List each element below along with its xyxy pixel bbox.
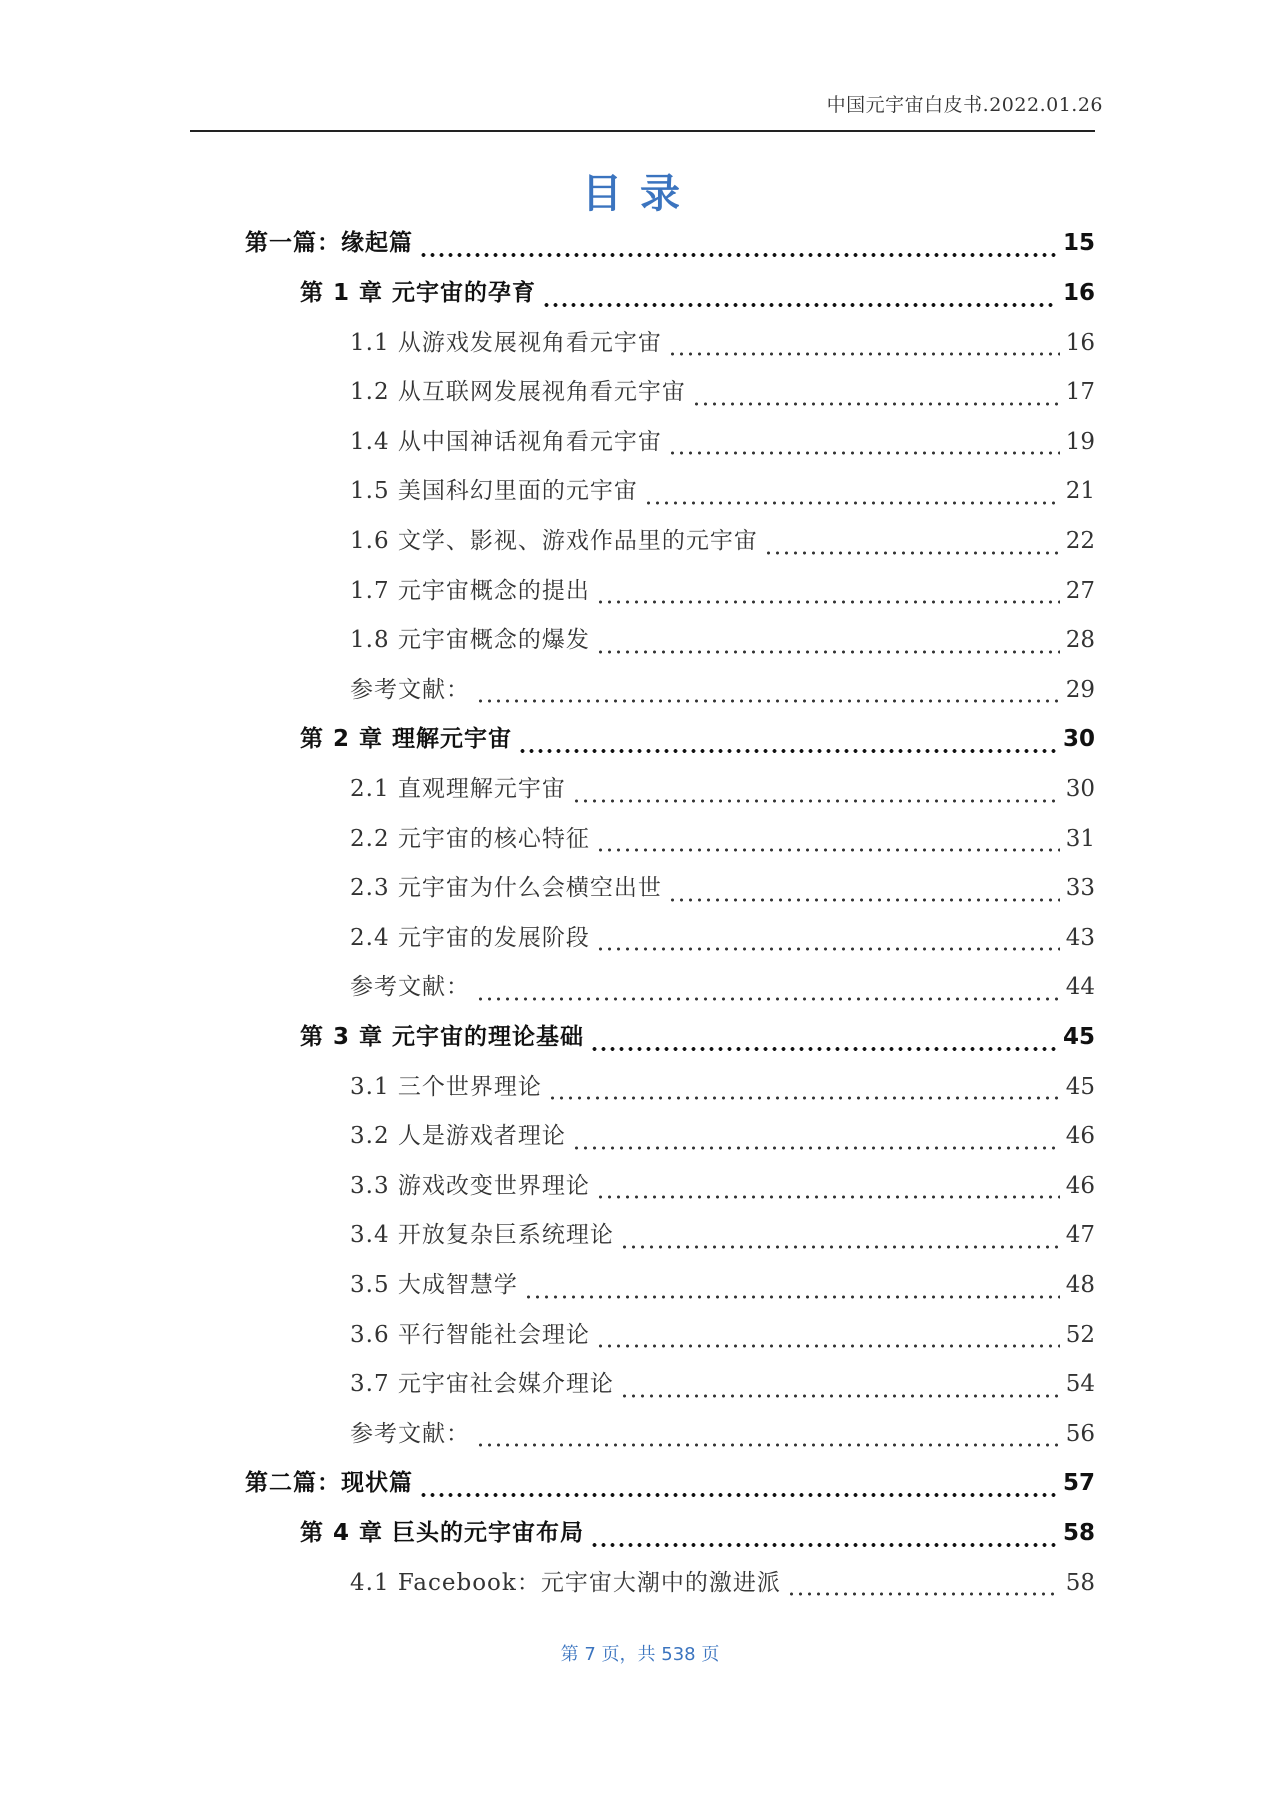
- toc-entry-page-number: 30: [1062, 726, 1095, 753]
- dot-leader: [476, 974, 1060, 1002]
- toc-entry-label: 2.1 直观理解元宇宙: [350, 776, 566, 802]
- toc-entry-section[interactable]: [350, 1557, 1095, 1597]
- toc-entry-label: 2.3 元宇宙为什么会横空出世: [350, 875, 662, 902]
- toc-entry-page-number: 30: [1065, 776, 1095, 802]
- toc-entry-page-number: 48: [1065, 1272, 1095, 1298]
- dot-leader: [620, 1222, 1060, 1250]
- toc-entry-section[interactable]: [350, 615, 1095, 655]
- dot-leader: [668, 428, 1060, 456]
- toc-entry-section[interactable]: [350, 416, 1095, 456]
- toc-entry-section[interactable]: [350, 516, 1095, 556]
- toc-entry-label: 2.2 元宇宙的核心特征: [350, 825, 590, 852]
- toc-entry-section[interactable]: [350, 1210, 1095, 1250]
- toc-entry-label: 第 4 章 巨头的元宇宙布局: [300, 1520, 585, 1546]
- toc-entry-page-number: 46: [1065, 1172, 1095, 1199]
- toc-entry-label: 1.1 从游戏发展视角看元宇宙: [350, 329, 662, 356]
- toc-entry-chapter[interactable]: [300, 268, 1095, 308]
- dot-leader: [668, 329, 1060, 357]
- toc-entry-label: 3.4 开放复杂巨系统理论: [350, 1222, 614, 1249]
- dot-leader: [590, 1024, 1057, 1052]
- toc-entry-page-number: 16: [1065, 329, 1095, 356]
- toc-entry-part[interactable]: [245, 218, 1095, 258]
- toc-entry-label: 1.8 元宇宙概念的爆发: [350, 627, 590, 654]
- dot-leader: [419, 230, 1057, 258]
- toc-entry-page-number: 45: [1062, 1024, 1095, 1050]
- dot-leader: [596, 577, 1060, 605]
- dot-leader: [542, 280, 1057, 308]
- toc-entry-section[interactable]: [350, 962, 1095, 1002]
- toc-entry-label: 1.6 文学、影视、游戏作品里的元宇宙: [350, 528, 758, 554]
- toc-entry-chapter[interactable]: [300, 1012, 1095, 1052]
- dot-leader: [572, 1123, 1060, 1151]
- toc-entry-label: 3.3 游戏改变世界理论: [350, 1172, 590, 1199]
- toc-entry-section[interactable]: [350, 1111, 1095, 1151]
- toc-entry-section[interactable]: [350, 565, 1095, 605]
- toc-entry-page-number: 46: [1065, 1123, 1095, 1150]
- toc-entry-label: 参考文献：: [350, 974, 470, 1001]
- dot-leader: [596, 825, 1060, 853]
- toc-entry-section[interactable]: [350, 863, 1095, 903]
- dot-leader: [476, 676, 1060, 704]
- toc-entry-label: 3.5 大成智慧学: [350, 1272, 518, 1298]
- toc-entry-section[interactable]: [350, 912, 1095, 952]
- dot-leader: [692, 379, 1060, 407]
- toc-entry-section[interactable]: [350, 466, 1095, 506]
- toc-entry-page-number: 58: [1065, 1569, 1095, 1596]
- toc-entry-page-number: 27: [1065, 577, 1095, 604]
- toc-entry-page-number: 44: [1065, 974, 1095, 1001]
- dot-leader: [668, 875, 1060, 903]
- dot-leader: [476, 1420, 1060, 1448]
- toc-entry-label: 第 3 章 元宇宙的理论基础: [300, 1024, 585, 1050]
- toc-entry-section[interactable]: [350, 764, 1095, 804]
- toc-entry-label: 参考文献：: [350, 1420, 470, 1447]
- running-header: 中国元宇宙白皮书.2022.01.26: [826, 94, 1103, 116]
- toc-entry-page-number: 57: [1062, 1470, 1095, 1497]
- toc-entry-label: 4.1 Facebook：元宇宙大潮中的激进派: [350, 1569, 781, 1596]
- toc-entry-section[interactable]: [350, 367, 1095, 407]
- dot-leader: [764, 528, 1060, 556]
- dot-leader: [596, 627, 1060, 655]
- toc-entry-label: 3.1 三个世界理论: [350, 1073, 542, 1100]
- dot-leader: [572, 776, 1060, 804]
- toc-entry-label: 1.5 美国科幻里面的元宇宙: [350, 478, 638, 505]
- toc-entry-page-number: 15: [1062, 230, 1095, 257]
- toc-entry-page-number: 54: [1065, 1371, 1095, 1398]
- toc-entry-section[interactable]: [350, 1309, 1095, 1349]
- toc-entry-page-number: 52: [1065, 1321, 1095, 1348]
- toc-entry-section[interactable]: [350, 1061, 1095, 1101]
- toc-entry-label: 参考文献：: [350, 676, 470, 703]
- page-footer: 第 7 页，共 538 页: [560, 1644, 720, 1665]
- dot-leader: [644, 478, 1060, 506]
- dot-leader: [596, 924, 1060, 952]
- toc-entry-page-number: 31: [1065, 825, 1095, 852]
- toc-entry-label: 第二篇：现状篇: [245, 1470, 413, 1497]
- dot-leader: [620, 1371, 1060, 1399]
- dot-leader: [787, 1569, 1060, 1597]
- toc-entry-page-number: 58: [1062, 1520, 1095, 1546]
- toc-entry-page-number: 47: [1065, 1222, 1095, 1249]
- toc-entry-label: 第 2 章 理解元宇宙: [300, 726, 513, 753]
- toc-entry-chapter[interactable]: [300, 1508, 1095, 1548]
- toc-entry-page-number: 56: [1065, 1420, 1095, 1447]
- toc-entry-label: 1.2 从互联网发展视角看元宇宙: [350, 379, 686, 406]
- toc-entry-label: 2.4 元宇宙的发展阶段: [350, 924, 590, 951]
- toc-entry-page-number: 22: [1065, 528, 1095, 554]
- toc-entry-section[interactable]: [350, 813, 1095, 853]
- toc-entry-label: 1.7 元宇宙概念的提出: [350, 577, 590, 604]
- toc-entry-label: 第一篇：缘起篇: [245, 230, 413, 257]
- toc-entry-section[interactable]: [350, 317, 1095, 357]
- toc-entry-label: 3.2 人是游戏者理论: [350, 1123, 566, 1150]
- toc-entry-page-number: 16: [1062, 280, 1095, 306]
- toc-entry-section[interactable]: [350, 664, 1095, 704]
- header-divider: [190, 130, 1095, 132]
- toc-entry-page-number: 17: [1065, 379, 1095, 406]
- toc-entry-label: 3.7 元宇宙社会媒介理论: [350, 1371, 614, 1398]
- dot-leader: [596, 1321, 1060, 1349]
- dot-leader: [419, 1470, 1057, 1498]
- toc-entry-page-number: 43: [1065, 924, 1095, 951]
- toc-entry-page-number: 29: [1065, 676, 1095, 703]
- dot-leader: [596, 1172, 1060, 1200]
- toc-entry-page-number: 21: [1065, 478, 1095, 505]
- toc-entry-part[interactable]: [245, 1458, 1095, 1498]
- toc-entry-section[interactable]: [350, 1408, 1095, 1448]
- dot-leader: [590, 1520, 1057, 1548]
- dot-leader: [524, 1272, 1060, 1300]
- toc-entry-chapter[interactable]: [300, 714, 1095, 754]
- toc-entry-label: 3.6 平行智能社会理论: [350, 1321, 590, 1348]
- toc-entry-section[interactable]: [350, 1160, 1095, 1200]
- dot-leader: [548, 1073, 1060, 1101]
- toc-entry-page-number: 45: [1065, 1073, 1095, 1100]
- toc-entry-label: 第 1 章 元宇宙的孕育: [300, 280, 537, 306]
- toc-entry-page-number: 33: [1065, 875, 1095, 902]
- dot-leader: [518, 726, 1057, 754]
- toc-title: 目录: [582, 171, 698, 217]
- toc-entry-section[interactable]: [350, 1260, 1095, 1300]
- toc-entry-label: 1.4 从中国神话视角看元宇宙: [350, 428, 662, 455]
- toc-entry-page-number: 19: [1065, 428, 1095, 455]
- toc-entry-page-number: 28: [1065, 627, 1095, 654]
- toc-entry-section[interactable]: [350, 1359, 1095, 1399]
